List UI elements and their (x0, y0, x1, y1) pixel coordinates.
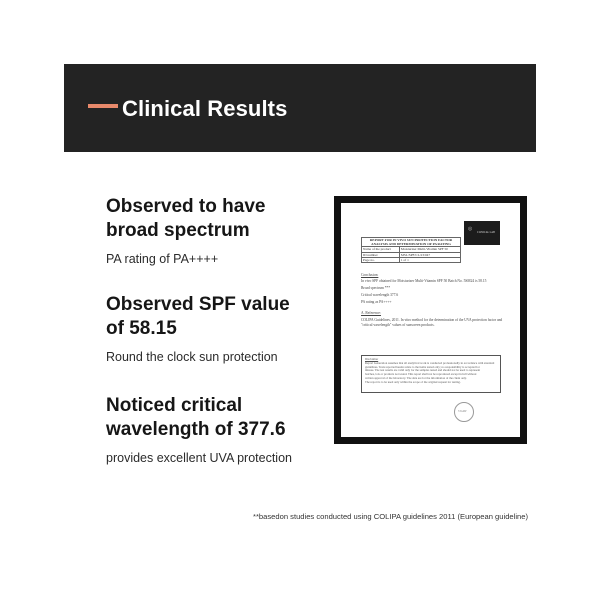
footnote: **basedon studies conducted using COLIPA guidelines 2011 (European guideline) (253, 512, 528, 521)
conclusion-line: In vivo SPF obtained for Moisturizer Multi-Vitamin SPF 50 Batch No. 5SM24 is 58.15 (361, 279, 487, 283)
report-document (341, 203, 520, 437)
claim-heading-line: broad spectrum (106, 220, 250, 241)
disclaimer-line: written approval of the laboratory. The data are for the information of the client only. (365, 376, 467, 380)
report-heading-line: ANALYSIS AND DETERMINATION OF PA RATING (371, 242, 451, 247)
accent-bar (88, 104, 118, 108)
claim-spf-value (106, 293, 326, 365)
claim-subtext: provides excellent UVA protection (106, 451, 292, 465)
banner-title: Clinical Results (122, 96, 288, 121)
table-row (362, 257, 461, 262)
lab-logo-icon: ◎ (468, 227, 473, 232)
lab-stamp (454, 402, 474, 422)
report-heading-line: REPORT FOR IN VIVO SUN PROTECTION FACTOR (369, 238, 453, 242)
claim-critical-wavelength (106, 394, 326, 466)
table-cell-label: Name of the product (362, 247, 400, 252)
claim-heading (106, 195, 326, 243)
claim-heading (106, 293, 326, 341)
table-row (362, 247, 461, 252)
claim-heading-line: Observed to have (106, 196, 266, 217)
table-cell-value: 1 of 1 (399, 257, 460, 262)
claim-heading-line: wavelength of 377.6 (106, 419, 286, 440)
claim-subtext: Round the clock sun protection (106, 350, 278, 364)
claim-heading-line: Noticed critical (106, 395, 243, 416)
claim-subtext: PA rating of PA++++ (106, 252, 219, 266)
reference-line: "critical wavelength" values of sunscreen products. (361, 323, 435, 327)
claim-heading-line: of 58.15 (106, 318, 177, 339)
disclaimer-line: batches, lots or products not tested. This report shall not be reproduced except in full without (365, 373, 477, 377)
disclaimer-line: guidelines. Tests reported herein relate to the items tested only; no responsibility is accepted for (365, 365, 480, 369)
table-row (362, 238, 461, 247)
framed-report (334, 196, 527, 444)
reference-line: COLIPA Guidelines, 2011. In vitro method for the determination of the UVA protection factor and (361, 318, 503, 322)
report-header-table (361, 237, 461, 263)
claim-heading (106, 394, 326, 442)
conclusion-line: Broad spectrum *** (361, 286, 391, 290)
disclaimer-label: Disclaimer (365, 358, 379, 361)
conclusion-line: Critical wavelength 377.6 (361, 293, 399, 297)
header-banner (64, 64, 536, 152)
disclaimer-line: misuse. The test results are valid only for the samples tested and should not be used to represent (365, 369, 481, 373)
conclusion-label: Conclusion: (361, 273, 379, 277)
lab-logo-text: CLINICAL LAB (477, 231, 495, 234)
reference-label: A. Reference: (361, 311, 381, 315)
table-cell-label: Page no. (362, 257, 400, 262)
stamp-text: STAMP (458, 410, 467, 413)
claim-heading-line: Observed SPF value (106, 294, 290, 315)
disclaimer-line: Report Generation assumes that all analytical work is conducted professionally in accordance with standard (365, 361, 495, 365)
claim-broad-spectrum (106, 195, 326, 267)
disclaimer-box (361, 355, 501, 393)
lab-logo (464, 221, 500, 245)
table-cell-label: ID number (362, 252, 400, 257)
table-cell-value: MSL/SPF/CL/23/047 (399, 252, 460, 257)
disclaimer-line: The report is to be used only within the scope of the original request for testing. (365, 380, 461, 384)
conclusion-line: PA rating as PA++++ (361, 300, 392, 304)
report-heading (362, 238, 461, 247)
table-cell-value: Moisturizer Multi-Vitamin SPF 50 (399, 247, 460, 252)
